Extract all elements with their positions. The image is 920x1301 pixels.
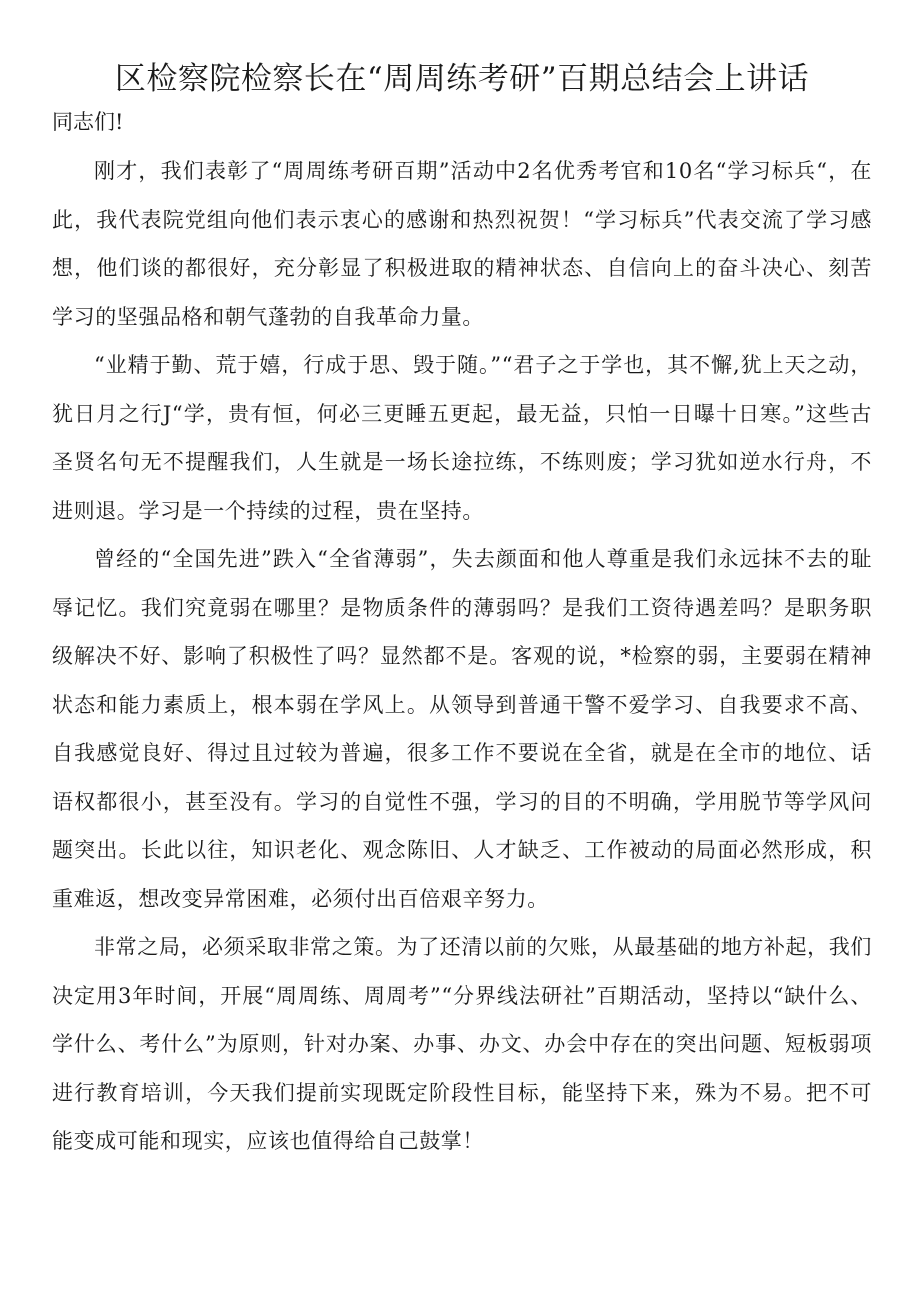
document-title: 区检察院检察长在“周周练考研”百期总结会上讲话: [114, 61, 810, 97]
paragraph-1: 刚才，我们表彰了“周周练考研百期”活动中2名优秀考官和10名“学习标兵“，在此，我代表院党组向他们表示衷心的感谢和热烈祝贺！“学习标兵”代表交流了学习感想，他们谈的都很好，充分彰显了积极进取的精神状态、自信向上的奋斗决心、刻苦学习的坚强品格和朝气蓬勃的自我革命力量。: [52, 159, 872, 329]
paragraph-3: 曾经的“全国先进”跌入“全省薄弱”，失去颜面和他人尊重是我们永远抹不去的耻辱记忆。我们究竟弱在哪里？是物质条件的薄弱吗？是我们工资待遇差吗？是职务职级解决不好、影响了积极性了吗？显然都不是。客观的说，*检察的弱，主要弱在精神状态和能力素质上，根本弱在学风上。从领导到普通干警不爱学习、自我要求不高、自我感觉良好、得过且过较为普遍，很多工作不要说在全省，就是在全市的地位、话语权都很小，甚至没有。学习的自觉性不强，学习的目的不明确，学用脱节等学风问题突出。长此以往，知识老化、观念陈旧、人才缺乏、工作被动的局面必然形成，积重难返，想改变异常困难，必须付出百倍艰辛努力。: [52, 547, 872, 911]
document-page: [52, 56, 872, 1166]
paragraph-2: “业精于勤、荒于嬉，行成于思、毁于随。”“君子之于学也，其不懈,犹上天之动，犹日月之行J“学，贵有恒，何必三更睡五更起，最无益，只怕一日曝十日寒。”这些古圣贤名句无不提醒我们，人生就是一场长途拉练，不练则废；学习犹如逆水行舟，不进则退。学习是一个持续的过程，贵在坚持。: [52, 353, 872, 523]
salutation: 同志们!: [52, 110, 124, 134]
paragraph-4: 非常之局，必须采取非常之策。为了还清以前的欠账，从最基础的地方补起，我们决定用3年时间，开展“周周练、周周考”“分界线法研社”百期活动，坚持以“缺什么、学什么、考什么”为原则，针对办案、办事、办文、办会中存在的突出问题、短板弱项进行教育培训，今天我们提前实现既定阶段性目标，能坚持下来，殊为不易。把不可能变成可能和现实，应该也值得给自己鼓掌！: [52, 935, 872, 1153]
